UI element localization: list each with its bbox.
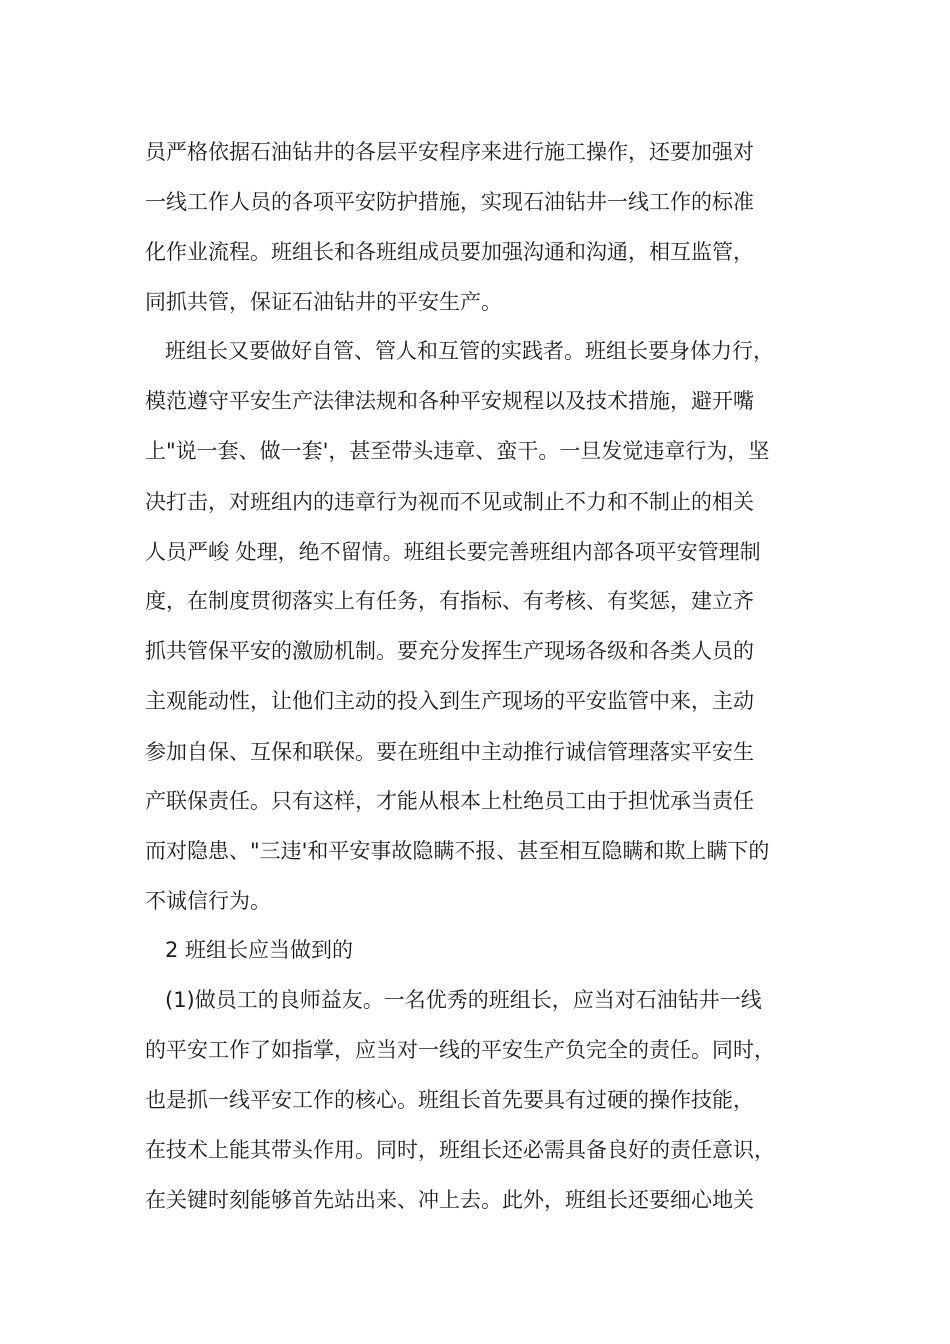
text-line: 参加自保、互保和联保。要在班组中主动推行诚信管理落实平安生 bbox=[145, 740, 754, 764]
text-line: 在关键时刻能够首先站出来、冲上去。此外，班组长还要细心地关 bbox=[145, 1188, 754, 1212]
text-line: 也是抓一线平安工作的核心。班组长首先要具有过硬的操作技能， bbox=[145, 1088, 754, 1112]
text-line: 一线工作人员的各项平安防护措施，实现石油钻井一线工作的标准 bbox=[145, 190, 754, 214]
text-line: 抓共管保平安的激励机制。要充分发挥生产现场各级和各类人员的 bbox=[145, 639, 754, 663]
text-line: 主观能动性，让他们主动的投入到生产现场的平安监管中来，主动 bbox=[145, 689, 754, 713]
paragraph-first-line: 班组长又要做好自管、管人和互管的实践者。班组长要身体力行， bbox=[165, 339, 774, 363]
text-line: 度，在制度贯彻落实上有任务，有指标、有考核、有奖惩，建立齐 bbox=[145, 589, 754, 613]
text-line: 员严格依据石油钻井的各层平安程序来进行施工操作，还要加强对 bbox=[145, 140, 754, 164]
text-line: 在技术上能其带头作用。同时，班组长还必需具备良好的责任意识， bbox=[145, 1138, 775, 1162]
text-line: 化作业流程。班组长和各班组成员要加强沟通和沟通，相互监管， bbox=[145, 240, 754, 264]
text-line: 而对隐患、"三违'和平安事故隐瞒不报、甚至相互隐瞒和欺上瞒下的 bbox=[145, 839, 770, 863]
text-line: 产联保责任。只有这样，才能从根本上杜绝员工由于担忧承当责任 bbox=[145, 789, 754, 813]
section-heading: 2 班组长应当做到的 bbox=[165, 938, 354, 962]
paragraph-first-line: (1)做员工的良师益友。一名优秀的班组长，应当对石油钻井一线 bbox=[165, 988, 762, 1012]
text-line: 上"说一套、做一套'，甚至带头违章、蛮干。一旦发觉违章行为，坚 bbox=[145, 439, 770, 463]
text-line: 模范遵守平安生产法律法规和各种平安规程以及技术措施，避开嘴 bbox=[145, 389, 754, 413]
text-line: 决打击，对班组内的违章行为视而不见或制止不力和不制止的相关 bbox=[145, 490, 754, 514]
text-line: 人员严峻 处理，绝不留情。班组长要完善班组内部各项平安管理制 bbox=[145, 540, 761, 564]
text-line: 不诚信行为。 bbox=[145, 889, 271, 913]
text-line: 同抓共管，保证石油钻井的平安生产。 bbox=[145, 290, 502, 314]
text-line: 的平安工作了如指掌，应当对一线的平安生产负完全的责任。同时， bbox=[145, 1038, 775, 1062]
